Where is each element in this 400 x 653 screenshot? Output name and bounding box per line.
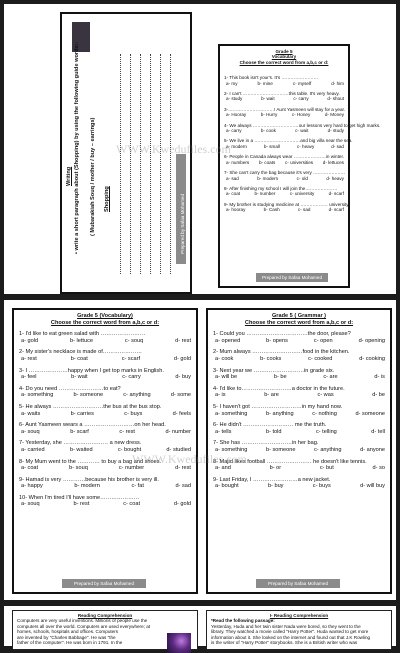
writing-instruction: • write a short paragraph about (Shopping) by using the following guide words:-	[74, 41, 80, 254]
answer-option[interactable]: c- buys	[312, 483, 331, 490]
prepared-by-label: Prepared by Safaa Mohamed	[256, 273, 328, 282]
sheet-subtitle: Vocabulary	[271, 54, 297, 60]
writing-topic: Shopping	[104, 186, 110, 212]
watermark: WWW.Kwedufiles.com	[116, 142, 231, 156]
answer-options	[224, 160, 344, 165]
answer-option[interactable]: b- someone	[73, 392, 104, 399]
worksheet-page-1	[4, 4, 396, 294]
question-text: 1- I'd like to eat green salad with ……………………	[19, 331, 146, 338]
answer-option[interactable]: d- rest	[175, 465, 191, 472]
answer-option[interactable]: b- waited	[69, 446, 93, 453]
answer-option[interactable]: a- souq	[21, 428, 40, 435]
guide-words: ( Mubarakiah Souq / mother / buy – earrings)	[90, 117, 96, 236]
answer-options	[224, 112, 344, 117]
answer-option[interactable]: c- souq	[124, 337, 144, 344]
answer-options	[213, 356, 385, 363]
answer-option[interactable]: d- heavy	[326, 175, 344, 181]
question-text: 9- My brother is studying medicine at ……………… university.	[224, 201, 350, 207]
answer-option[interactable]: c- carry	[122, 374, 141, 381]
answer-option[interactable]: d- Money	[324, 112, 344, 118]
answer-option[interactable]: b- Hurry	[260, 112, 278, 118]
answer-options	[19, 411, 191, 418]
answer-option[interactable]: d- is	[374, 374, 385, 381]
answer-option[interactable]: d- will buy	[360, 483, 385, 490]
question-text: 6- He didn't ……………………… me the truth.	[213, 422, 327, 429]
answer-option[interactable]: c- universities	[284, 159, 314, 165]
answer-options	[19, 429, 191, 436]
question-text: 8- After finishing my school I will join the…………………	[224, 185, 338, 191]
answer-option[interactable]: c- are	[323, 374, 338, 381]
prepared-by-text: Prepared by Safaa Mohamed	[180, 193, 185, 254]
answer-option[interactable]: d- lettuces	[322, 159, 344, 165]
answer-option[interactable]: c- anything	[314, 446, 342, 453]
answer-option[interactable]: b- opens	[266, 337, 288, 344]
answer-option[interactable]: d- gold	[173, 355, 191, 362]
question-text: 2- My sister's necklace is made of…………………	[19, 349, 142, 356]
answer-option[interactable]: b- be	[273, 374, 287, 381]
question-list	[224, 75, 381, 213]
passage-line: are invented by "Charles Babbage". He was "the	[17, 634, 116, 640]
question-list	[19, 331, 191, 508]
answer-option[interactable]: d- someone	[355, 410, 385, 417]
question-text: 2- Mum always ………………………food in the kitchen.	[213, 349, 350, 356]
answer-option[interactable]: a- and	[215, 465, 231, 472]
answer-options	[213, 392, 385, 399]
answer-option[interactable]: b- anything	[265, 410, 294, 417]
answer-option[interactable]: a- study	[226, 96, 243, 102]
question-text: 6- People in Canada always wear …………………in winter.	[224, 154, 344, 160]
sheet-title: Grade 5 ( Grammar )	[271, 313, 327, 319]
question-text: 2- I can't …………………………this table. It's very heavy.	[224, 91, 340, 97]
passage-line: Computers are very useful inventions. Millions of people use the	[17, 618, 148, 624]
question-text: 3- Next year we ………………………in grade six.	[213, 367, 335, 374]
answer-option[interactable]: b- are	[264, 392, 279, 399]
answer-option[interactable]: c- myself	[292, 80, 312, 86]
answer-option[interactable]: c- heavy	[296, 143, 315, 149]
answer-options	[213, 429, 385, 436]
answer-options	[224, 96, 344, 101]
answer-option[interactable]: c- sad	[297, 207, 311, 213]
answer-option[interactable]: a- tells	[215, 428, 232, 435]
answer-option[interactable]: b- coat	[70, 355, 88, 362]
answer-option[interactable]: d- sad	[175, 483, 191, 490]
answer-option[interactable]: d- study	[327, 128, 344, 134]
answer-option[interactable]: b- souq	[69, 465, 88, 472]
answer-option[interactable]: a- will be	[215, 374, 238, 381]
answer-option[interactable]: a- something	[215, 446, 248, 453]
answer-options	[19, 447, 191, 454]
answer-option[interactable]: c- old	[296, 175, 308, 181]
answer-option[interactable]: c- bought	[117, 446, 142, 453]
answer-option[interactable]: b- told	[265, 428, 282, 435]
answer-options	[19, 356, 191, 363]
reading-sheet-right	[206, 610, 392, 650]
answer-option[interactable]: c- anything	[123, 392, 151, 399]
answer-options	[19, 483, 191, 490]
answer-option[interactable]: c- cooked	[308, 355, 333, 362]
reading-title: I- Reading Comprehension	[269, 613, 329, 618]
answer-options	[224, 144, 344, 149]
question-text: 9- Last Friday, I ……………………a new jacket.	[213, 476, 331, 483]
answer-option[interactable]: b- number	[254, 191, 276, 197]
answer-options	[224, 81, 344, 86]
writing-line	[150, 54, 151, 274]
answer-option[interactable]: a- modern	[226, 143, 247, 149]
sheet-instruction: Choose the correct word from a,b,c or d:	[50, 319, 160, 326]
answer-option[interactable]: a- feel	[21, 374, 37, 381]
answer-option[interactable]: c- university	[289, 191, 315, 197]
reading-sheet-left	[12, 610, 198, 650]
answer-option[interactable]: b- coats	[258, 159, 276, 165]
answer-option[interactable]: c- nothing	[312, 410, 337, 417]
passage-line: Yesterday, Huda and her twin sister Nada were bored, so they went to the	[211, 623, 361, 629]
answer-option[interactable]: d- rest	[175, 337, 191, 344]
answer-option[interactable]: d- be	[372, 392, 385, 399]
answer-option[interactable]: c- telling	[315, 428, 337, 435]
answer-options	[213, 483, 385, 490]
answer-option[interactable]: a- something	[21, 392, 54, 399]
answer-option[interactable]: a- something	[215, 410, 248, 417]
answer-option[interactable]: b- Cash	[263, 207, 280, 213]
answer-options	[213, 447, 385, 454]
answer-option[interactable]: b- wait	[71, 374, 88, 381]
question-text: 9- Hamad is very …………because his brother is very ill.	[19, 476, 159, 483]
answer-option[interactable]: a- my	[226, 80, 238, 86]
answer-option[interactable]: c- but	[319, 465, 334, 472]
passage-line: is the writer of "Harry Potter" storybooks. She is a British writer who was	[211, 640, 358, 646]
answer-option[interactable]: c- scarf	[121, 355, 141, 362]
answer-option[interactable]: d- scarf	[328, 207, 344, 213]
answer-option[interactable]: c- Honey	[291, 112, 311, 118]
answer-options	[224, 191, 344, 196]
sheet-title: Grade 5 (Vocabulary)	[77, 313, 133, 319]
answer-option[interactable]: b- someone	[265, 446, 296, 453]
worksheet-page-2	[4, 300, 396, 600]
answer-option[interactable]: a- opened	[215, 337, 241, 344]
worksheet-page-3	[4, 606, 396, 646]
computer-image	[167, 633, 191, 653]
sheet-title: Grade 5	[275, 49, 293, 54]
answer-option[interactable]: a- happy	[21, 483, 43, 490]
answer-option[interactable]: b- or	[269, 465, 282, 472]
answer-option[interactable]: d- scarf	[328, 191, 344, 197]
question-text: 3- I …………………happy when I get top marks in English.	[19, 367, 164, 374]
sheet-instruction: Choose the correct word from a,b,c or d:	[239, 59, 329, 65]
answer-option[interactable]: a- cook	[215, 355, 234, 362]
answer-option[interactable]: d- anyone	[360, 446, 385, 453]
writing-line	[170, 54, 171, 274]
answer-options	[213, 338, 385, 345]
sheet-instruction: Choose the correct word from a,b,c or d:	[244, 319, 354, 326]
answer-option[interactable]: b- small	[263, 143, 280, 149]
answer-option[interactable]: b- wait	[261, 96, 275, 102]
answer-option[interactable]: a- carried	[21, 446, 45, 453]
writing-line	[160, 54, 161, 274]
answer-option[interactable]: a- souq	[21, 501, 40, 508]
passage-line: father of the computer". He was born in 1791. In the	[17, 640, 123, 646]
prepared-by-label: Prepared by Safaa Mohamed	[62, 579, 146, 588]
reading-passage	[211, 624, 387, 646]
prepared-by-label: Prepared by Safaa Mohamed	[256, 579, 340, 588]
answer-option[interactable]: d- so	[372, 465, 385, 472]
question-text: 7- She can't carry the bag because it's very …………………	[224, 170, 346, 176]
answer-option[interactable]: a- hooray	[226, 207, 246, 213]
question-text: 5- He always ………………………the bus at the bus stop.	[19, 403, 162, 410]
answer-option[interactable]: b- rest	[73, 501, 90, 508]
answer-option[interactable]: c- number	[118, 465, 145, 472]
answer-option[interactable]: d- feels	[172, 410, 191, 417]
answer-option[interactable]: a- coat	[21, 465, 39, 472]
answer-option[interactable]: b- buy	[267, 483, 284, 490]
answer-option[interactable]: b- modern	[257, 175, 279, 181]
answer-options	[19, 465, 191, 472]
answer-option[interactable]: b- lettuce	[70, 337, 94, 344]
answer-options	[213, 465, 385, 472]
question-text: 7- Yesterday, she …………………… a new dress.	[19, 440, 142, 447]
reading-subtitle: *Read the following passage:	[211, 618, 275, 624]
answer-option[interactable]: a- carry	[226, 128, 242, 134]
question-text: 10- When I'm tired I'll have some…………………	[19, 494, 140, 501]
answer-options	[224, 207, 344, 212]
answer-options	[213, 411, 385, 418]
passage-line: computers all over the world. Computers are used everywhere; at	[17, 623, 151, 629]
question-text: 3-…………………………! Aunt Yasmeen will stay for a year.	[224, 106, 346, 112]
question-text: 5- We live in a …………………………and big villa near the sea.	[224, 138, 353, 144]
answer-option[interactable]: c- coat	[123, 501, 141, 508]
writing-line	[130, 54, 131, 274]
question-list	[213, 331, 385, 490]
answer-option[interactable]: a- rest	[21, 355, 37, 362]
answer-options	[19, 501, 191, 508]
writing-sheet	[60, 12, 192, 294]
answer-option[interactable]: c- fat	[131, 483, 144, 490]
vocabulary-sheet	[218, 44, 381, 288]
answer-option[interactable]: d- some	[170, 392, 191, 399]
answer-option[interactable]: b- mine	[257, 80, 273, 86]
question-text: 1- Could you ……………………………the door, please?	[213, 331, 351, 338]
answer-option[interactable]: a- Hooray	[226, 112, 247, 118]
answer-option[interactable]: d- tell	[371, 428, 385, 435]
answer-option[interactable]: c- rest	[119, 428, 135, 435]
answer-option[interactable]: a- is	[215, 392, 226, 399]
answer-option[interactable]: d- cooking	[359, 355, 385, 362]
answer-options	[19, 392, 191, 399]
question-text: 7- She has ………………………in her bag.	[213, 440, 319, 447]
answer-option[interactable]: c- wait	[295, 128, 309, 134]
answer-option[interactable]: a- coat	[226, 191, 241, 197]
answer-option[interactable]: b- carries	[70, 410, 94, 417]
answer-options	[19, 338, 191, 345]
answer-option[interactable]: a- waits	[21, 410, 41, 417]
question-text: 1- This book isn't your's. It's ……………………	[224, 75, 319, 81]
answer-options	[213, 374, 385, 381]
answer-option[interactable]: a- gold	[21, 337, 39, 344]
answer-option[interactable]: c- open	[313, 337, 333, 344]
writing-title: Writing	[66, 166, 72, 186]
answer-option[interactable]: c- carry	[293, 96, 309, 102]
answer-option[interactable]: d- opening	[358, 337, 385, 344]
writing-line	[140, 54, 141, 274]
answer-options	[224, 128, 344, 133]
answer-option[interactable]: d- studied	[166, 446, 191, 453]
question-text: 4- We always …………………………our lessons very hard to get high marks.	[224, 122, 381, 128]
grammar-sheet	[206, 308, 392, 594]
passage-line: library. They watched a movie called "Harry Potter". Huda wanted to get more	[211, 629, 369, 635]
question-text: 8- Majid likes football …………………… he doesn't like tennis.	[213, 458, 367, 465]
prepared-by-label	[176, 154, 186, 264]
answer-option[interactable]: b- cooks	[260, 355, 282, 362]
answer-option[interactable]: d- sad	[331, 143, 344, 149]
answer-option[interactable]: a- bought	[215, 483, 239, 490]
vocabulary-sheet-2	[12, 308, 198, 594]
answer-option[interactable]: b- scarf	[70, 428, 89, 435]
question-text: 4- Do you need ……………………to eat?	[19, 385, 121, 392]
watermark: WWW.Kwedufiles.com	[132, 452, 247, 466]
answer-option[interactable]: b- modern	[74, 483, 100, 490]
reading-title: Reading Comprehension	[77, 613, 133, 618]
answer-option[interactable]: c- buys	[124, 410, 143, 417]
writing-line	[120, 54, 121, 274]
question-text: 5- I haven't got ………………………in my hand now.	[213, 403, 343, 410]
answer-option[interactable]: b- cook	[260, 128, 276, 134]
question-text: 6- Aunt Yasmeen wears a ………………………on her head.	[19, 422, 166, 429]
answer-option[interactable]: a- sad	[226, 175, 239, 181]
passage-line: homes, schools, hospitals and offices. Computers	[17, 629, 119, 635]
answer-options	[19, 374, 191, 381]
question-text: 8- My Mum went to the ………… to buy a bag and shoes.	[19, 458, 162, 465]
question-text: 4- I'd like to………………………a doctor in the future.	[213, 385, 345, 392]
answer-option[interactable]: d- number	[165, 428, 191, 435]
answer-option[interactable]: a- numbers	[226, 159, 250, 165]
answer-option[interactable]: d- shout	[327, 96, 344, 102]
answer-option[interactable]: d- buy	[175, 374, 191, 381]
answer-option[interactable]: d- gold	[173, 501, 191, 508]
answer-option[interactable]: c- was	[317, 392, 334, 399]
answer-options	[224, 176, 344, 181]
answer-option[interactable]: d- him	[331, 80, 344, 86]
passage-line: information about it. She looked on the internet and found out that J.K Rowling	[211, 634, 371, 640]
